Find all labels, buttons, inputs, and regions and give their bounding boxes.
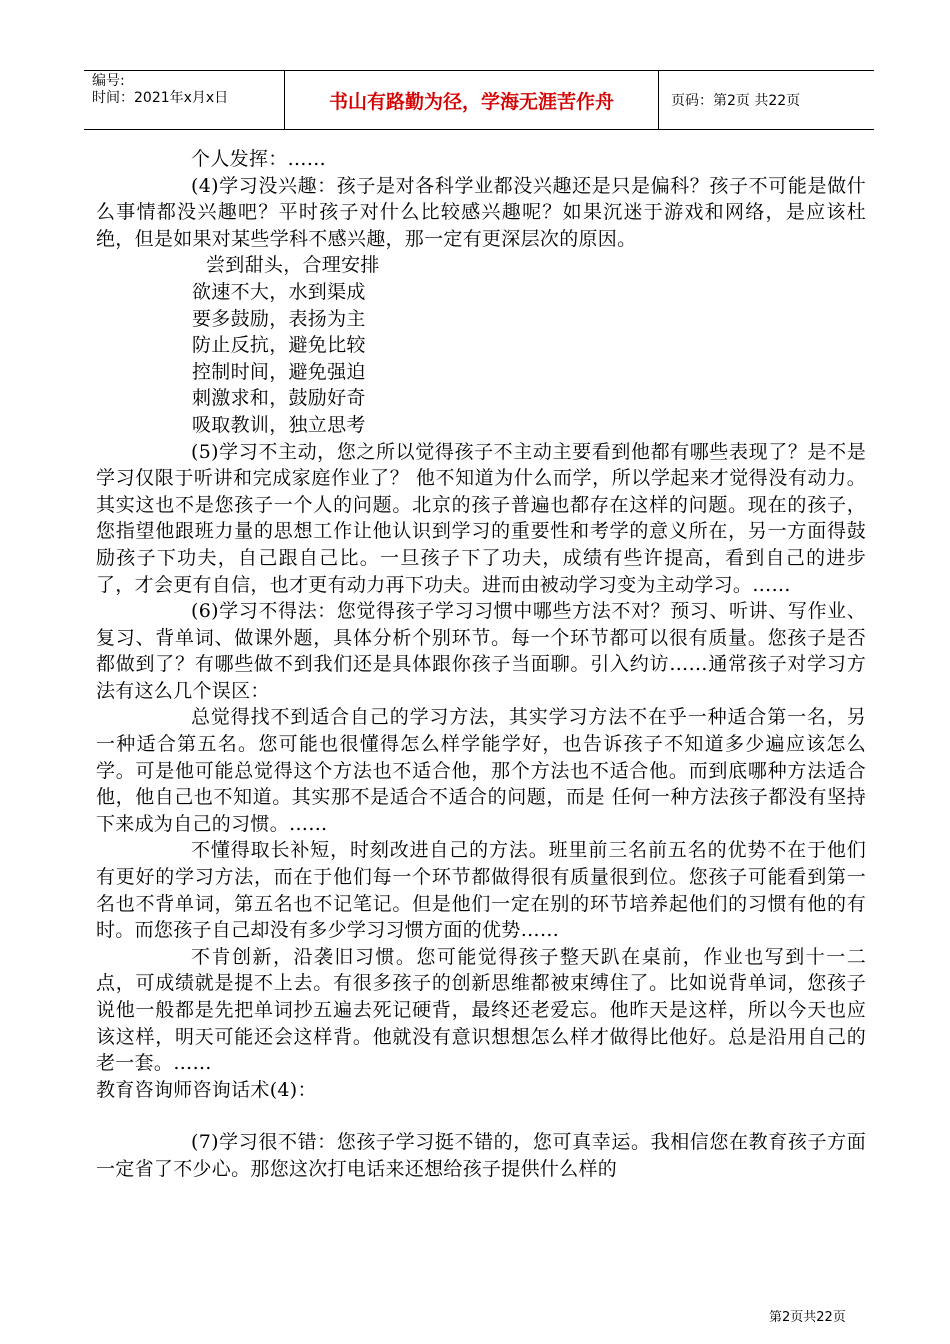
blank-line xyxy=(96,1103,866,1129)
header-page-label: 页码：第2页 共22页 xyxy=(671,93,801,109)
document-body xyxy=(96,146,866,1183)
paragraph-not-active: (5)学习不主动，您之所以觉得孩子不主动主要看到他都有哪些表现了？是不是学习仅限于听讲和完成家庭作业了？ 他不知道为什么而学，所以学起来才觉得没有动力。其实这也不是您孩子一个人的问题。北京的孩子普遍也都存在这样的问题。现在的孩子，您指望他跟班力量的思想工作让他认识到学习的重要性和考学的意义所在，另一方面得鼓励孩子下功夫，自己跟自己比。一旦孩子下了功夫，成绩有些许提高，看到自己的进步了，才会更有自信，也才更有动力再下功夫。进而由被动学习变为主动学习。…… xyxy=(96,440,866,596)
header-motto: 书山有路勤为径，学海无涯苦作舟 xyxy=(285,71,659,129)
section-heading: 教育咨询师咨询话术(4)： xyxy=(96,1078,317,1101)
page-footer: 第2页共22页 xyxy=(769,1310,846,1325)
time-label: 时间：2021年x月x日 xyxy=(92,90,229,106)
list-item: 要多鼓励，表扬为主 xyxy=(192,307,366,330)
list-item: 控制时间，避免强迫 xyxy=(192,360,366,383)
page-header xyxy=(84,70,874,130)
paragraph-wrong-method: (6)学习不得法：您觉得孩子学习习惯中哪些方法不对？预习、听讲、写作业、复习、背单词、做课外题，具体分析个别环节。每一个环节都可以很有质量。您孩子是否都做到了？有哪些做不到我们还是具体跟你孩子当面聊。引入约访……通常孩子对学习方法有这么几个误区： xyxy=(96,600,866,702)
list-item: 欲速不大，水到渠成 xyxy=(192,280,366,303)
list-item: 刺激求和，鼓励好奇 xyxy=(192,387,366,410)
list-item: 防止反抗，避免比较 xyxy=(192,334,366,357)
paragraph-no-interest: (4)学习没兴趣：孩子是对各科学业都没兴趣还是只是偏科？孩子不可能是做什么事情都没兴趣吧？平时孩子对什么比较感兴趣呢？如果沉迷于游戏和网络，是应该杜绝，但是如果对某些学科不感兴趣，那一定有更深层次的原因。 xyxy=(96,174,866,250)
paragraph-misconception-1: 总觉得找不到适合自己的学习方法，其实学习方法不在乎一种适合第一名，另一种适合第五名。您可能也很懂得怎么样学能学好，也告诉孩子不知道多少遍应该怎么学。可是他可能总觉得这个方法也不适合他，那个方法也不适合他。而到底哪种方法适合他，他自己也不知道。其实那不是适合不适合的问题，而是 任何一种方法孩子都没有坚持下来成为自己的习惯。…… xyxy=(96,706,866,835)
paragraph-misconception-2: 不懂得取长补短，时刻改进自己的方法。班里前三名前五名的优势不在于他们有更好的学习方法，而在于他们每一个环节都做得很有质量很到位。您孩子可能看到第一名也不背单词，第五名也不记笔记。但是他们一定在别的环节培养起他们的习惯有他的有时。而您孩子自己却没有多少学习习惯方面的优势…… xyxy=(96,839,866,942)
list-item: 尝到甜头，合理安排 xyxy=(206,254,380,277)
paragraph-good-learner: (7)学习很不错：您孩子学习挺不错的，您可真幸运。我相信您在教育孩子方面一定省了不少心。那您这次打电话来还想给孩子提供什么样的 xyxy=(96,1131,866,1180)
paragraph-personal: 个人发挥：…… xyxy=(191,148,327,170)
number-label: 编号: xyxy=(92,73,125,89)
paragraph-misconception-3: 不肯创新，沿袭旧习惯。您可能觉得孩子整天趴在桌前，作业也写到十一二点，可成绩就是提不上去。有很多孩子的创新思维都被束缚住了。比如说背单词，您孩子说他一般都是先把单词抄五遍去死记硬背，最终还老爱忘。他昨天是这样，所以今天也应该这样，明天可能还会这样背。他就没有意识想想怎么样才做得比他好。总是沿用自己的老一套。…… xyxy=(96,945,866,1075)
header-meta xyxy=(84,71,285,129)
list-item: 吸取教训，独立思考 xyxy=(192,413,366,436)
